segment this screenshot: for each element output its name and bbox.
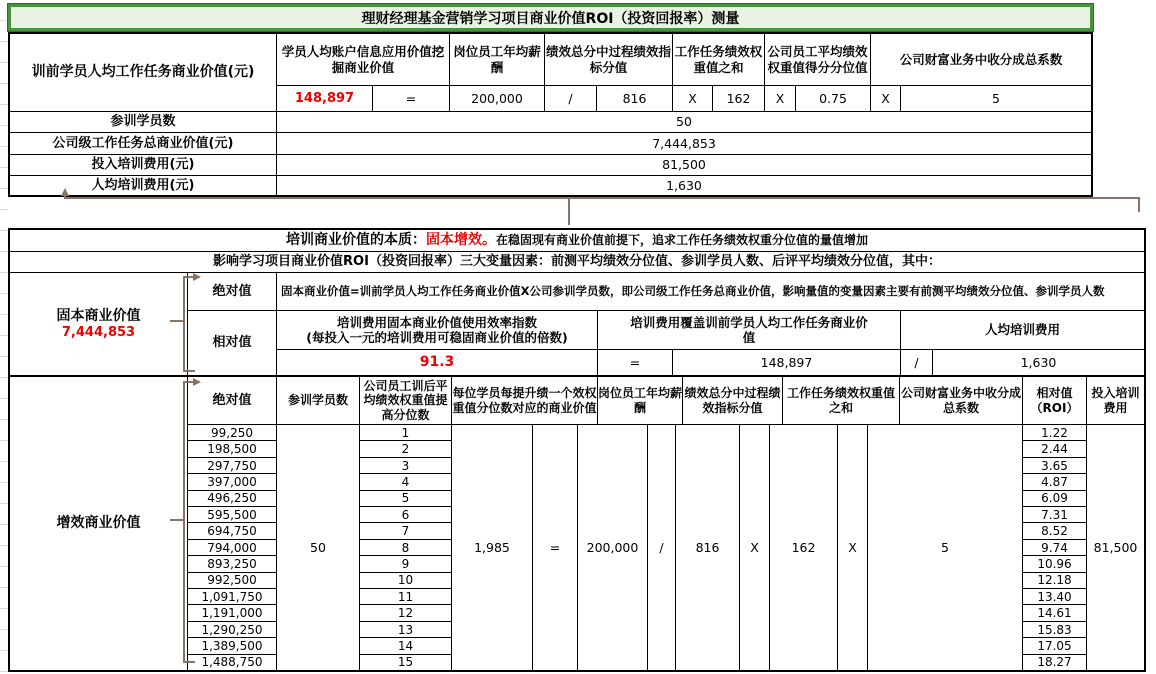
zx-header-cost[interactable]: 投入培训费用 [1087, 377, 1144, 425]
cell-divide-operator[interactable]: / [545, 86, 597, 112]
guben-rel-header-percapita[interactable]: 人均培训费用 [901, 311, 1144, 350]
zx-value-column [188, 425, 277, 670]
zx-roi-cell[interactable]: 17.05 [1023, 638, 1086, 654]
zx-salary-merged[interactable]: 200,000 [578, 425, 648, 670]
guben-index-value[interactable]: 91.3 [277, 350, 598, 377]
row-value-training-cost[interactable]: 81,500 [277, 155, 1091, 176]
cell-multiply-operator[interactable]: X [673, 86, 713, 112]
zx-roi-cell[interactable]: 18.27 [1037, 655, 1072, 670]
zx-header-coefficient[interactable]: 公司财富业务中收分成总系数 [900, 377, 1023, 425]
zx-header-improve[interactable]: 公司员工训后平均绩效权重值提高分位数 [360, 377, 452, 425]
essence-prefix: 培训商业价值的本质： [285, 231, 426, 248]
zx-percentile-column [360, 425, 452, 670]
guben-relative-label[interactable]: 相对值 [188, 311, 277, 377]
guben-divide-operator[interactable]: / [901, 350, 933, 377]
zx-roi-column [1023, 425, 1087, 670]
guben-percapita-value[interactable]: 1,630 [933, 350, 1144, 377]
essence-row[interactable] [10, 230, 1144, 252]
zx-roi-cell[interactable]: 10.96 [1023, 556, 1086, 572]
cell-multiply-operator[interactable]: X [871, 86, 901, 112]
header-process-score[interactable]: 绩效总分中过程绩效指标分值 [545, 34, 673, 86]
zx-value-cell[interactable]: 794,000 [188, 540, 276, 556]
cell-equals-operator[interactable]: = [373, 86, 450, 112]
cell-salary-value[interactable]: 200,000 [450, 86, 545, 112]
guben-absolute-label[interactable]: 绝对值 [188, 273, 277, 311]
rel-header-index-line2: (每投入一元的培训费用可稳固商业价值的倍数) [306, 330, 568, 345]
zx-percentile-cell[interactable]: 15 [397, 655, 414, 670]
zx-value-cell[interactable]: 99,250 [188, 425, 276, 441]
guben-label-cell[interactable] [10, 273, 188, 377]
factors-row[interactable]: 影响学习项目商业价值ROI（投资回报率）三大变量因素：前测平均绩效分位值、参训学员人数、后评平均绩效分位值，其中： [10, 252, 1144, 273]
row-value-total-value[interactable]: 7,444,853 [277, 133, 1091, 155]
cell-weight-sum-value[interactable]: 162 [713, 86, 765, 112]
zx-value-cell[interactable]: 992,500 [188, 573, 276, 589]
row-label-training-cost[interactable]: 投入培训费用(元) [10, 155, 277, 176]
essence-suffix: 在稳固现有商业价值前提下，追求工作任务绩效权重分位值的量值增加 [495, 233, 868, 248]
zx-roi-cell[interactable]: 3.65 [1023, 458, 1086, 474]
zx-roi-cell[interactable]: 6.09 [1023, 491, 1086, 507]
cell-per-capita-value[interactable]: 148,897 [277, 86, 373, 112]
zx-value-cell[interactable]: 1,191,000 [188, 605, 276, 621]
cell-percentile-value[interactable]: 0.75 [796, 86, 871, 112]
row-value-per-capita-cost[interactable]: 1,630 [277, 176, 1091, 195]
guben-absolute-text[interactable]: 固本商业价值=训前学员人均工作任务商业价值X公司参训学员数，即公司级工作任务总商业价值，影响量值的变量因素主要有前测平均绩效分位值、参训学员人数 [277, 273, 1144, 311]
row-label-per-capita-cost[interactable]: 人均培训费用(元) [10, 176, 277, 195]
zx-multiply-operator[interactable]: X [740, 425, 770, 670]
zx-roi-cell[interactable]: 4.87 [1023, 474, 1086, 490]
row-value-participants[interactable]: 50 [277, 112, 1091, 133]
zx-percentile-cell[interactable]: 10 [360, 573, 451, 589]
zx-percentile-cell[interactable]: 7 [360, 523, 451, 539]
zx-value-cell[interactable]: 1,091,750 [188, 589, 276, 605]
guben-covered-value[interactable]: 148,897 [673, 350, 901, 377]
cell-pretraining-label[interactable]: 训前学员人均工作任务商业价值(元) [10, 34, 277, 112]
zx-process-merged[interactable]: 816 [676, 425, 740, 670]
zx-percentile-cell[interactable]: 8 [360, 540, 451, 556]
zx-header-absolute[interactable]: 绝对值 [188, 377, 277, 425]
zx-roi-cell[interactable]: 8.52 [1023, 523, 1086, 539]
guben-equals-operator[interactable]: = [598, 350, 673, 377]
zx-percentile-cell[interactable]: 3 [360, 458, 451, 474]
zx-percentile-cell[interactable]: 12 [360, 605, 451, 621]
zx-cost-merged[interactable]: 81,500 [1087, 425, 1144, 670]
cell-process-score-value[interactable]: 816 [597, 86, 673, 112]
zx-header-process[interactable]: 绩效总分中过程绩效指标分值 [683, 377, 783, 425]
zx-value-cell[interactable]: 297,750 [188, 458, 276, 474]
sheet-gridlines [0, 0, 8, 674]
zx-value-cell[interactable]: 1,290,250 [188, 622, 276, 638]
header-coefficient[interactable]: 公司财富业务中收分成总系数 [871, 34, 1091, 86]
zx-header-salary[interactable]: 岗位员工年均薪酬 [598, 377, 683, 425]
zx-equals-operator[interactable]: = [533, 425, 578, 670]
zx-roi-cell[interactable]: 9.74 [1023, 540, 1086, 556]
zx-percentile-cell[interactable]: 4 [360, 474, 451, 490]
guben-amount: 7,444,853 [61, 324, 136, 340]
zx-participants-merged[interactable]: 50 [277, 425, 360, 670]
zx-percentile-cell[interactable]: 13 [360, 622, 451, 638]
zx-roi-cell[interactable]: 12.18 [1023, 573, 1086, 589]
cell-multiply-operator[interactable]: X [765, 86, 796, 112]
zx-roi-cell[interactable]: 13.40 [1023, 589, 1086, 605]
header-account-value[interactable]: 学员人均账户信息应用价值挖掘商业价值 [277, 34, 450, 86]
rel-header-index-line1: 培训费用固本商业价值使用效率指数 [336, 314, 537, 330]
zx-divide-operator[interactable]: / [648, 425, 676, 670]
zx-coefficient-merged[interactable]: 5 [868, 425, 1023, 670]
zx-multiply-operator[interactable]: X [838, 425, 868, 670]
zx-perpoint-merged[interactable]: 1,985 [452, 425, 533, 670]
zx-percentile-cell[interactable]: 2 [360, 441, 451, 457]
header-weight-sum[interactable]: 工作任务绩效权重值之和 [673, 34, 765, 86]
zx-value-cell[interactable]: 198,500 [188, 441, 276, 457]
essence-highlight: 固本增效。 [425, 231, 496, 248]
top-table [8, 32, 1093, 197]
zx-percentile-cell[interactable]: 14 [360, 638, 451, 654]
zx-header-weight[interactable]: 工作任务绩效权重值之和 [783, 377, 900, 425]
zx-roi-cell[interactable]: 14.61 [1023, 605, 1086, 621]
zx-roi-cell[interactable]: 1.22 [1023, 425, 1086, 441]
zx-value-cell[interactable]: 595,500 [188, 507, 276, 523]
zx-value-cell[interactable]: 397,000 [188, 474, 276, 490]
header-percentile[interactable]: 公司员工平均绩效权重值得分分位值 [765, 34, 871, 86]
guben-rel-header-covered[interactable]: 培训费用覆盖训前学员人均工作任务商业价值 [598, 311, 901, 350]
guben-rel-header-index[interactable] [277, 311, 598, 350]
zx-percentile-cell[interactable]: 11 [360, 589, 451, 605]
zx-value-cell[interactable]: 496,250 [188, 491, 276, 507]
zx-percentile-cell[interactable]: 6 [360, 507, 451, 523]
zx-percentile-cell[interactable]: 1 [360, 425, 451, 441]
zx-header-roi[interactable]: 相对值（ROI） [1023, 377, 1087, 425]
zx-value-cell[interactable]: 1,389,500 [188, 638, 276, 654]
zx-percentile-cell[interactable]: 9 [360, 556, 451, 572]
row-label-participants[interactable]: 参训学员数 [10, 112, 277, 133]
zx-weight-merged[interactable]: 162 [770, 425, 838, 670]
zx-value-cell[interactable]: 1,488,750 [201, 655, 263, 670]
guben-label: 固本商业价值 [56, 307, 141, 324]
zx-header-participants[interactable]: 参训学员数 [277, 377, 360, 425]
analysis-table [8, 228, 1146, 672]
zx-roi-cell[interactable]: 15.83 [1023, 622, 1086, 638]
header-salary[interactable]: 岗位员工年均薪酬 [450, 34, 545, 86]
zx-header-perpoint[interactable]: 每位学员每提升绩一个效权重值分位数对应的商业价值 [452, 377, 598, 425]
zx-percentile-cell[interactable]: 5 [360, 491, 451, 507]
zx-value-cell[interactable]: 893,250 [188, 556, 276, 572]
page-title[interactable]: 理财经理基金营销学习项目商业价值ROI（投资回报率）测量 [8, 4, 1093, 31]
cell-coefficient-value[interactable]: 5 [901, 86, 1091, 112]
zx-roi-cell[interactable]: 7.31 [1023, 507, 1086, 523]
row-label-total-value[interactable]: 公司级工作任务总商业价值(元) [10, 133, 277, 155]
zengxiao-label-cell[interactable]: 增效商业价值 [10, 377, 188, 670]
zx-roi-cell[interactable]: 2.44 [1023, 441, 1086, 457]
zx-value-cell[interactable]: 694,750 [188, 523, 276, 539]
